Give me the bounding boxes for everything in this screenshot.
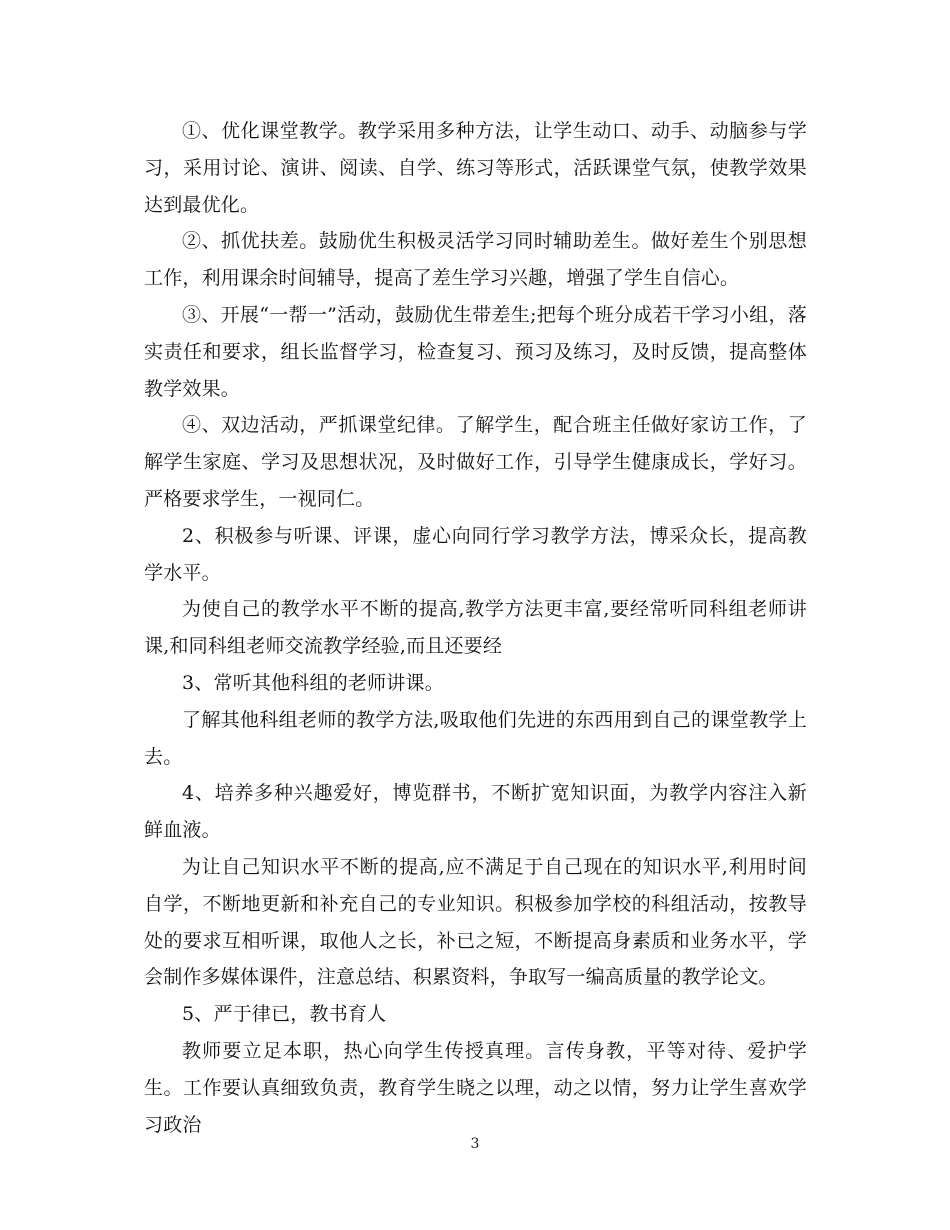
paragraph-9: 4、培养多种兴趣爱好，博览群书，不断扩宽知识面，为教学内容注入新鲜血液。 [144, 782, 807, 842]
paragraph-8: 了解其他科组老师的教学方法,吸取他们先进的东西用到自己的课堂教学上去。 [144, 708, 807, 768]
page-number: 3 [470, 1136, 480, 1152]
paragraph-1: ①、优化课堂教学。教学采用多种方法，让学生动口、动手、动脑参与学习，采用讨论、演讲、阅读、自学、练习等形式，活跃课堂气氛，使教学效果达到最优化。 [144, 120, 807, 216]
document-body [144, 113, 807, 1143]
paragraph-4: ④、双边活动，严抓课堂纪律。了解学生，配合班主任做好家访工作，了解学生家庭、学习及思想状况，及时做好工作，引导学生健康成长，学好习。严格要求学生，一视同仁。 [144, 414, 807, 510]
paragraph-2: ②、抓优扶差。鼓励优生积极灵活学习同时辅助差生。做好差生个别思想工作，利用课余时间辅导，提高了差生学习兴趣，增强了学生自信心。 [144, 230, 807, 290]
paragraph-12: 教师要立足本职，热心向学生传授真理。言传身教，平等对待、爱护学生。工作要认真细致负责，教育学生晓之以理，动之以情，努力让学生喜欢学习政治 [144, 1039, 807, 1136]
paragraph-5: 2、积极参与听课、评课，虚心向同行学习教学方法，博采众长，提高教学水平。 [144, 524, 807, 584]
paragraph-10: 为让自己知识水平不断的提高,应不满足于自己现在的知识水平,利用时间自学，不断地更新和补充自己的专业知识。积极参加学校的科组活动，按教导处的要求互相听课，取他人之长，补已之短，不断提高身素质和业务水平，学会制作多媒体课件，注意总结、积累资料，争取写一编高质量的教学论文。 [144, 855, 807, 989]
paragraph-7: 3、常听其他科组的老师讲课。 [182, 671, 444, 694]
paragraph-6: 为使自己的教学水平不断的提高,教学方法更丰富,要经常听同科组老师讲课,和同科组老师交流教学经验,而且还要经 [144, 598, 807, 658]
paragraph-3: ③、开展“一帮一”活动，鼓励优生带差生;把每个班分成若干学习小组，落实责任和要求，组长监督学习，检查复习、预习及练习，及时反馈，提高整体教学效果。 [144, 303, 807, 400]
paragraph-11: 5、严于律已，教书育人 [182, 1003, 387, 1026]
